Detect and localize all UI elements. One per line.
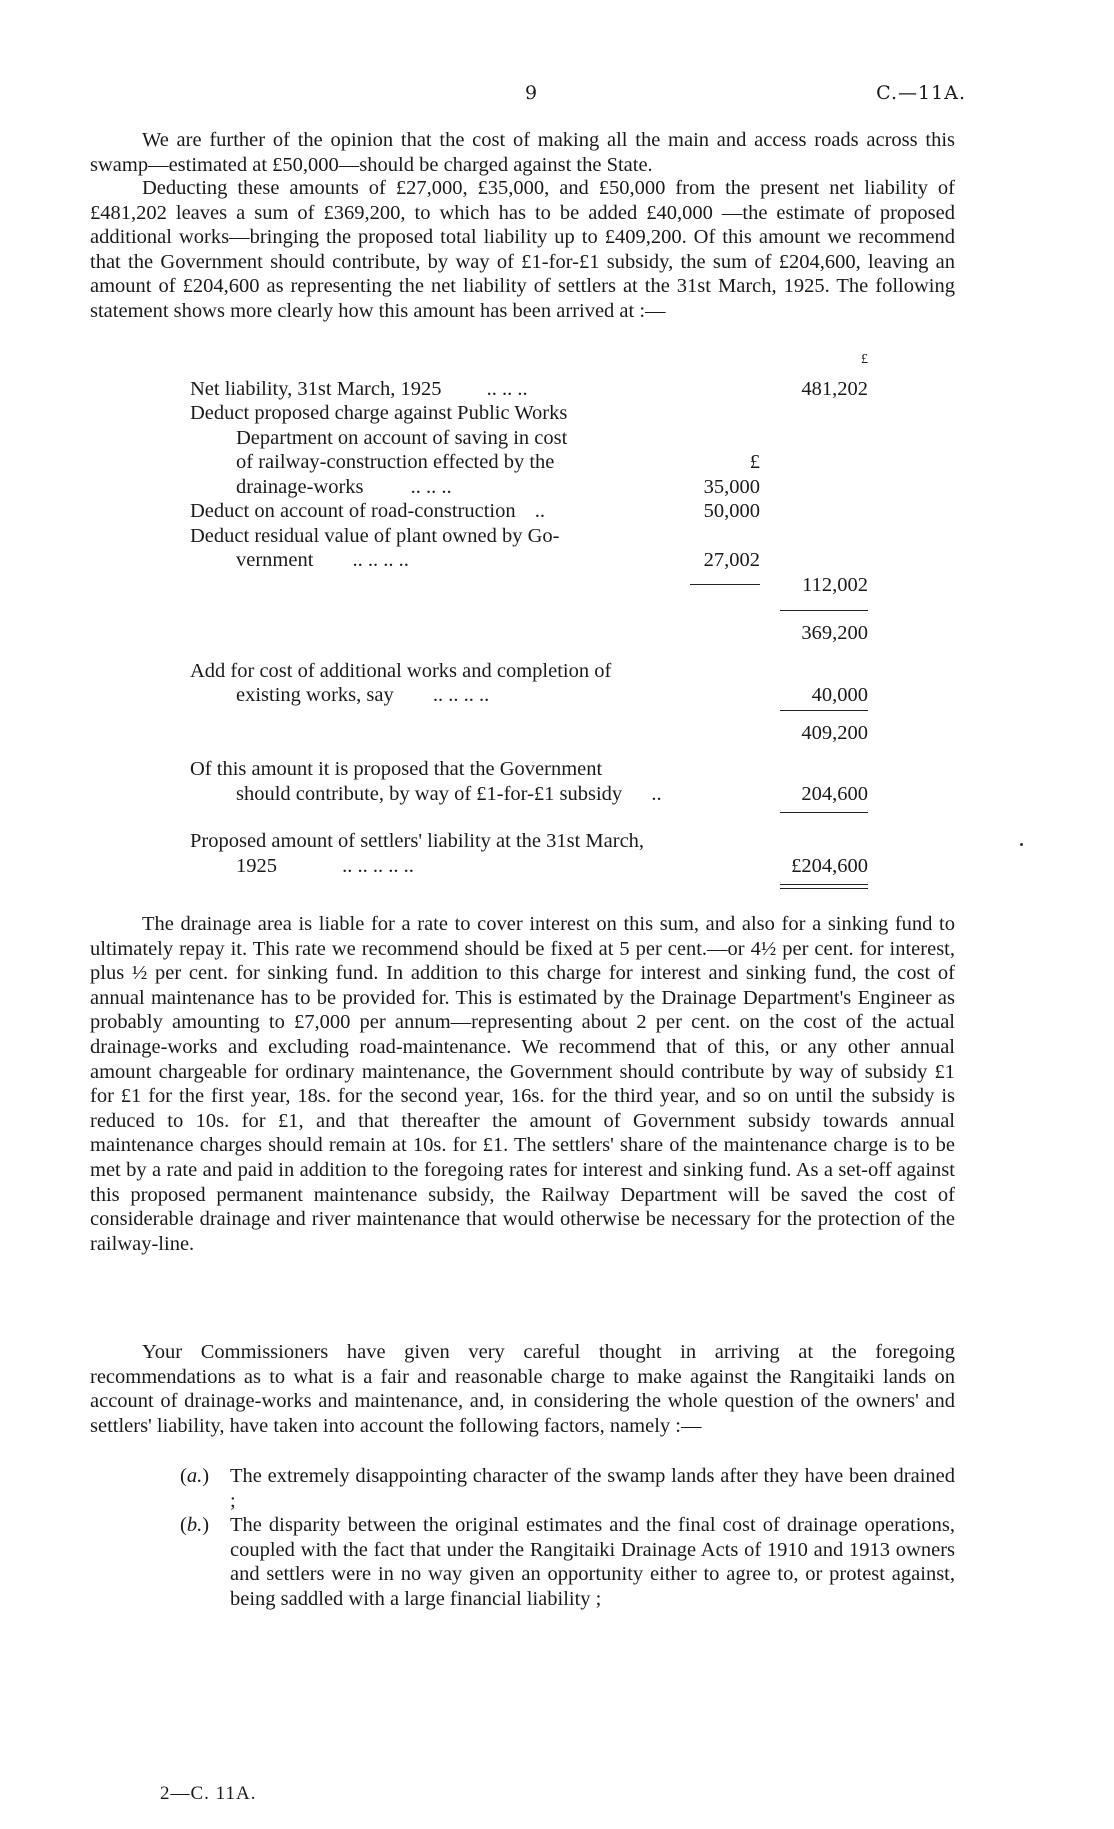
factor-text: The extremely disappointing character of the swamp lands after they have been drained ; bbox=[230, 1465, 955, 1512]
factor-item-a bbox=[180, 1464, 955, 1513]
net-liability-value: 481,202 bbox=[801, 378, 868, 400]
government-contribution-line2: should contribute, by way of £1-for-£1 subsidy .. bbox=[236, 783, 662, 805]
deduct-plant-line1: Deduct residual value of plant owned by Go- bbox=[190, 525, 560, 547]
government-contribution-value: 204,600 bbox=[801, 783, 868, 805]
document-reference: C.—11A. bbox=[876, 82, 966, 104]
double-rule-top bbox=[780, 884, 868, 885]
factor-label: (b.) bbox=[180, 1514, 210, 1537]
dot-leaders: .. .. .. .. .. bbox=[342, 855, 414, 877]
add-works-line2: existing works, say .. .. .. .. bbox=[236, 684, 490, 706]
paragraph-text: The drainage area is liable for a rate to cover interest on this sum, and also for a sinking fund to ultimately repay it. This rate we recommend should be fixed at 5 per cent.—or 4½ per cent. for interest, plus ½ per cent. for sinking fund. In addition to this charge for interest and sinking fund, the cost of annual maintenance has to be provided for. This is estimated by the Drainage Department's Engineer as probably amounting to £7,000 per annum—representing about 2 per cent. on the cost of the actual drainage-works and excluding road-maintenance. We recommend that of this, or any other annual amount chargeable for ordinary maintenance, the Government should contribute by way of subsidy £1 for £1 for the first year, 18s. for the second year, 16s. for the third year, and so on until the subsidy is reduced to 10s. for £1, and that thereafter the amount of Government subsidy towards annual maintenance charges should remain at 10s. for £1. The settlers' share of the maintenance charge is to be met by a rate and paid in addition to the foregoing rates for interest and sinking fund. As a set-off against this proposed permanent maintenance subsidy, the Railway Department will be saved the cost of considerable drainage and river maintenance that would otherwise be necessary for the protection of the railway-line. bbox=[90, 913, 955, 1255]
dot-leaders: .. bbox=[534, 500, 545, 522]
deduct-road-label: Deduct on account of road-construction .. bbox=[190, 500, 545, 522]
deduct-public-works-line4: drainage-works .. .. .. bbox=[236, 476, 452, 498]
deduct-public-works-line2: Department on account of saving in cost bbox=[236, 427, 568, 449]
paragraph-rates-maintenance bbox=[90, 912, 955, 1256]
double-rule-bottom bbox=[780, 888, 868, 889]
deductions-total: 112,002 bbox=[802, 574, 868, 596]
settlers-liability-line2: 1925 .. .. .. .. .. bbox=[236, 855, 414, 877]
paragraph-deductions bbox=[90, 176, 955, 324]
page-signature: 2—C. 11A. bbox=[160, 1783, 257, 1804]
paragraph-text: Your Commissioners have given very careful thought in arriving at the foregoing recommendations as to what is a fair and reasonable charge to make against the Rangitaiki lands on account of drainage-works and maintenance, and, in considering the whole question of the owners' and settlers' liability, have taken into account the following factors, namely :— bbox=[90, 1341, 955, 1437]
paragraph-roads bbox=[90, 128, 955, 177]
add-works-line1: Add for cost of additional works and completion of bbox=[190, 660, 612, 682]
contribution-rule bbox=[780, 812, 868, 813]
deduct-public-works-line3: of railway-construction effected by the bbox=[236, 451, 555, 473]
settlers-liability-line1: Proposed amount of settlers' liability at the 31st March, bbox=[190, 830, 645, 852]
deduct-public-works-value: 35,000 bbox=[703, 476, 760, 498]
factor-item-b bbox=[180, 1513, 955, 1611]
deductions-rule bbox=[690, 584, 760, 585]
subtotal-rule-2 bbox=[780, 710, 868, 711]
paragraph-text: Deducting these amounts of £27,000, £35,000, and £50,000 from the present net liability of £481,202 leaves a sum of £369,200, to which has to be added £40,000 —the estimate of proposed additional works—bringing the proposed total liability up to £409,200. Of this amount we recommend that the Government should contribute, by way of £1-for-£1 subsidy, the sum of £204,600, leaving an amount of £204,600 as representing the net liability of settlers at the 31st March, 1925. The following statement shows more clearly how this amount has been arrived at :— bbox=[90, 177, 955, 322]
factor-text: The disparity between the original estimates and the final cost of drainage operations, coupled with the fact that under the Rangitaiki Drainage Acts of 1910 and 1913 owners and settlers were in no way given an opportunity either to agree to, or protest against, being saddled with a large financial liability ; bbox=[230, 1514, 955, 1610]
currency-header-total: £ bbox=[861, 352, 868, 367]
dot-leaders: .. .. .. .. bbox=[352, 549, 409, 571]
paragraph-text: We are further of the opinion that the cost of making all the main and access roads across this swamp—estimated at £50,000—should be charged against the State. bbox=[90, 129, 955, 176]
deduct-plant-line2: vernment .. .. .. .. bbox=[236, 549, 409, 571]
deduct-plant-value: 27,002 bbox=[703, 549, 760, 571]
deduct-public-works-line1: Deduct proposed charge against Public Works bbox=[190, 402, 568, 424]
dot-leaders: .. bbox=[651, 783, 662, 805]
page-number: 9 bbox=[525, 82, 538, 104]
factors-list bbox=[180, 1464, 955, 1612]
dot-leaders: .. .. .. bbox=[410, 476, 452, 498]
settlers-liability-value: £204,600 bbox=[791, 855, 868, 877]
factor-label: (a.) bbox=[180, 1465, 210, 1487]
currency-header-deductions: £ bbox=[749, 451, 760, 473]
add-works-value: 40,000 bbox=[811, 684, 868, 706]
subtotal-409200: 409,200 bbox=[801, 722, 868, 744]
government-contribution-line1: Of this amount it is proposed that the Government bbox=[190, 758, 603, 780]
dot-leaders: .. .. .. .. bbox=[432, 684, 490, 706]
subtotal-rule-1 bbox=[780, 610, 868, 611]
dot-leaders: .. .. .. bbox=[486, 378, 528, 400]
deduct-road-value: 50,000 bbox=[703, 500, 760, 522]
paragraph-commissioners bbox=[90, 1340, 955, 1438]
net-liability-label: Net liability, 31st March, 1925 .. .. .. bbox=[190, 378, 528, 400]
margin-mark bbox=[1020, 843, 1023, 846]
subtotal-369200: 369,200 bbox=[801, 622, 868, 644]
